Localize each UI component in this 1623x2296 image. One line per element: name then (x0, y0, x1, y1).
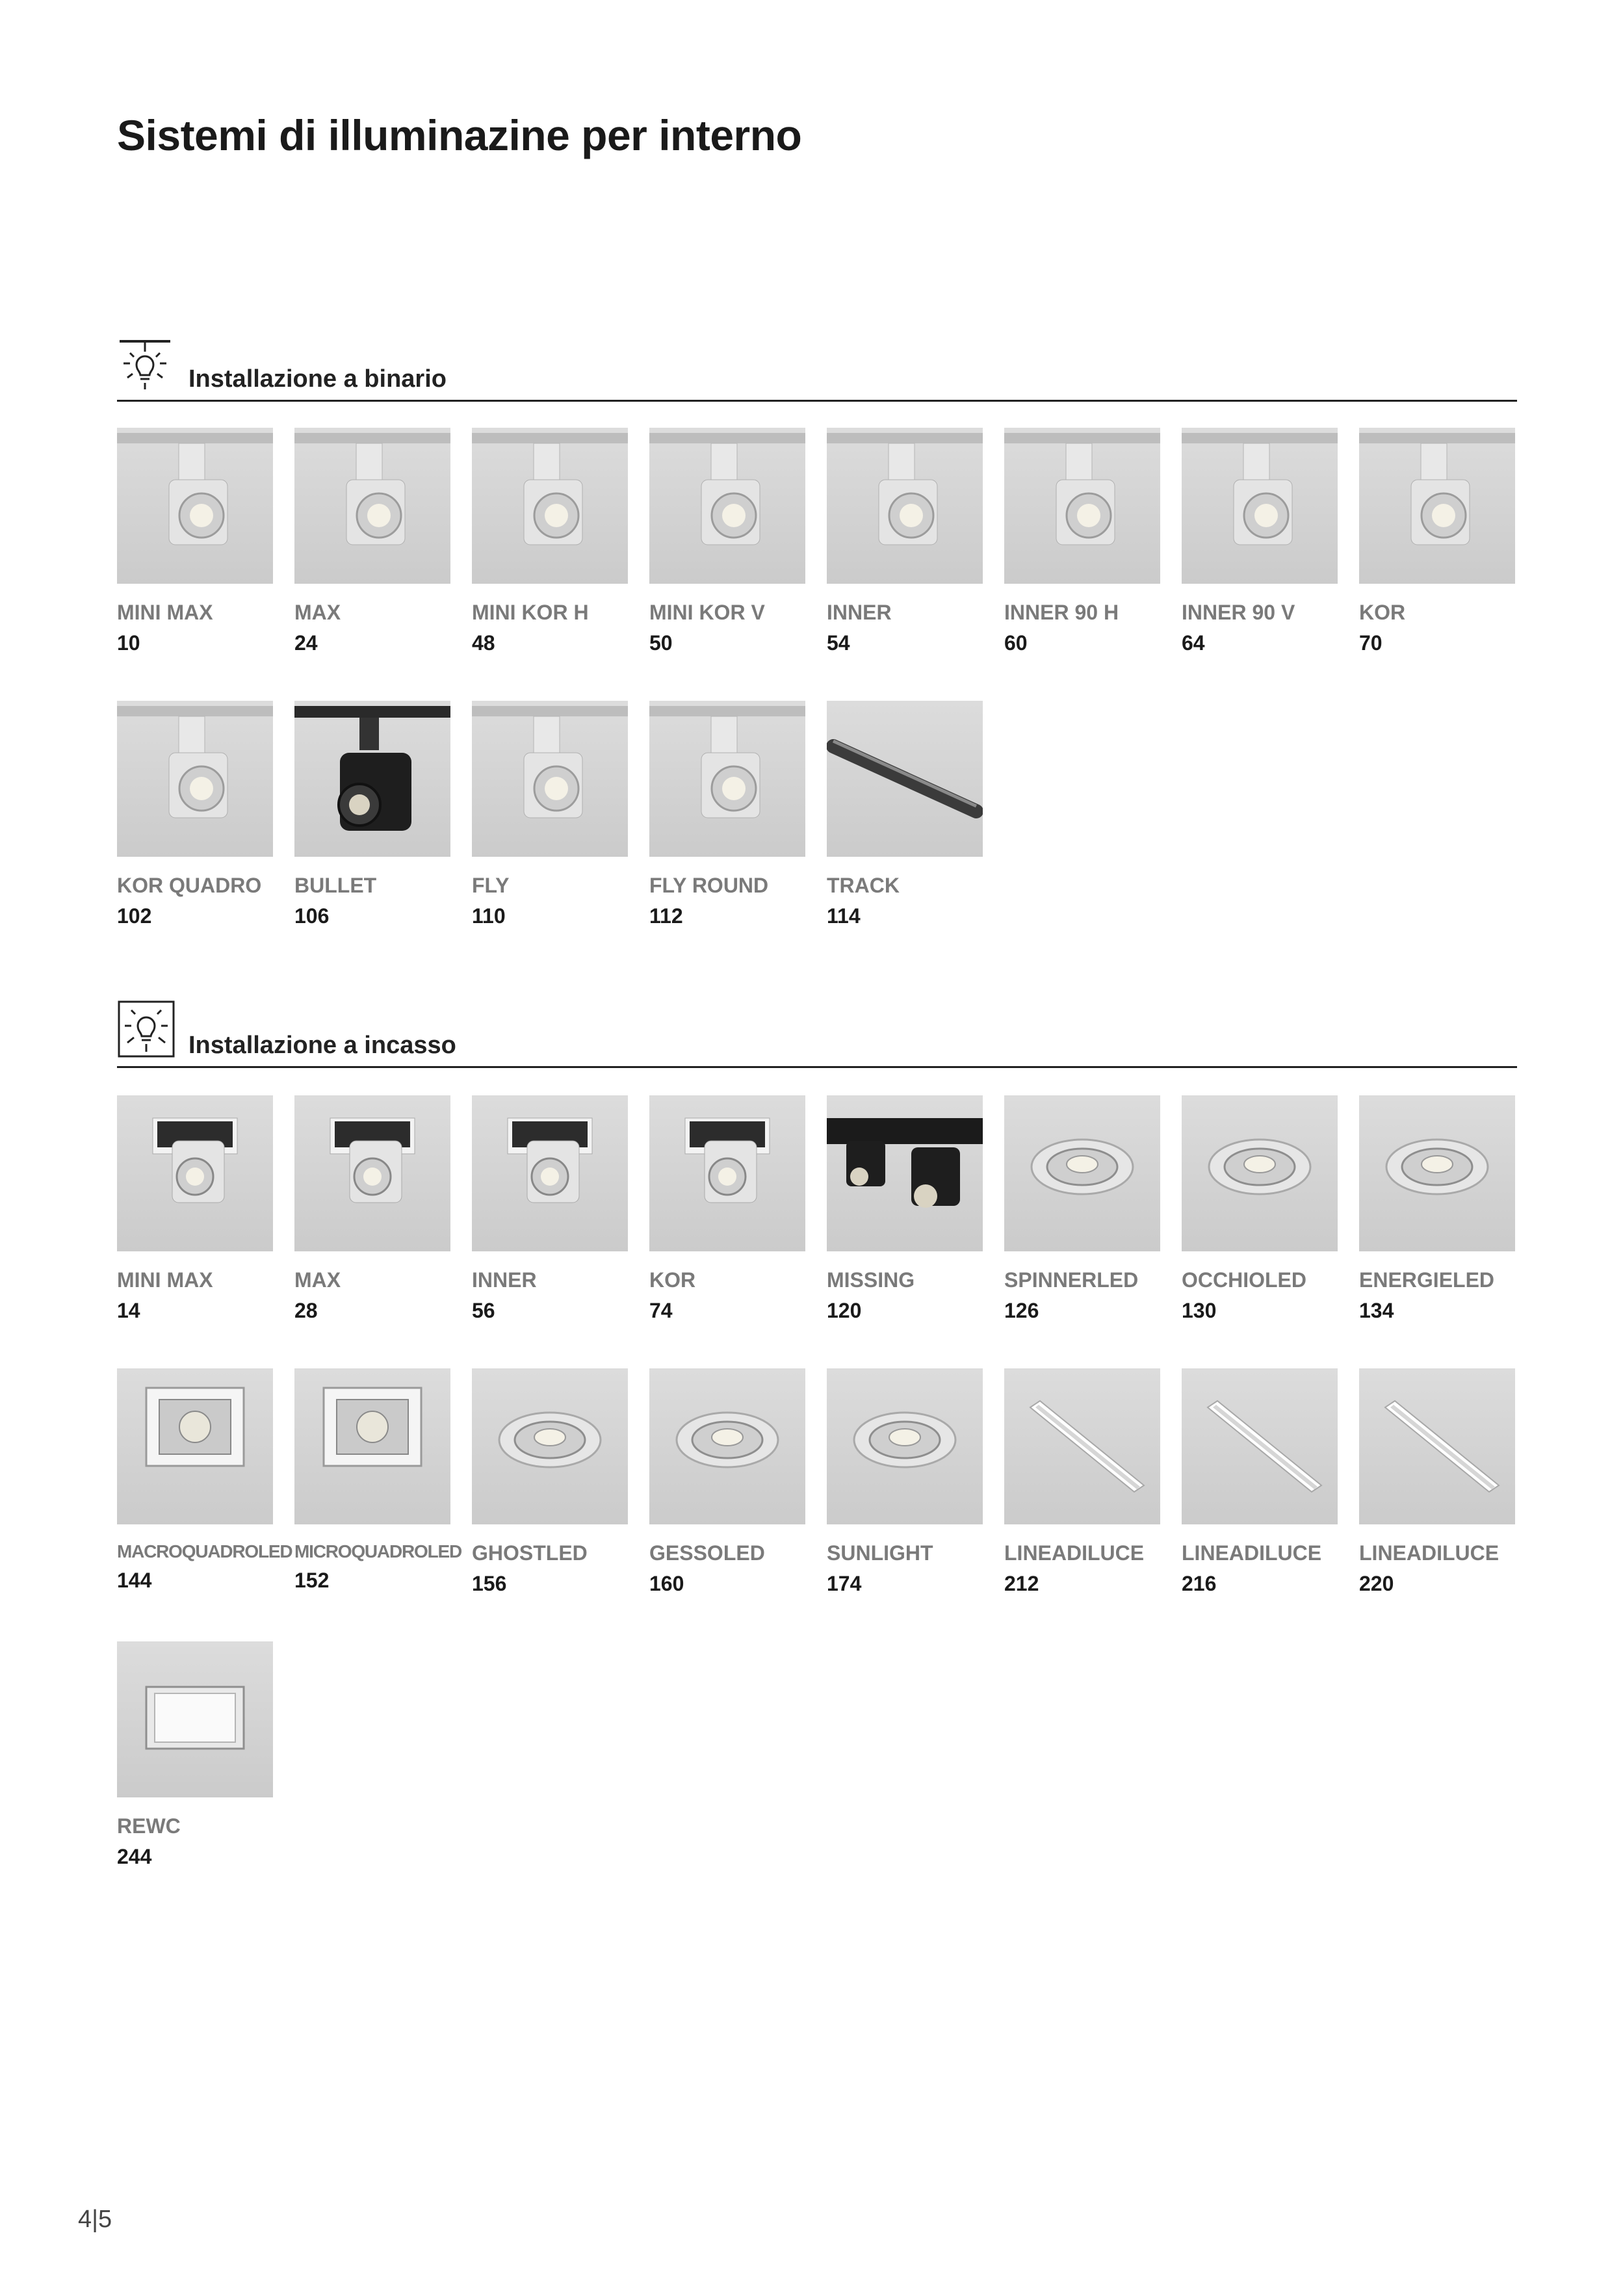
product-page-number: 50 (649, 631, 673, 655)
product-card[interactable] (117, 1368, 292, 1593)
product-name: MICROQUADROLED (294, 1541, 461, 1561)
product-image[interactable] (117, 701, 273, 857)
product-name: REWC (117, 1814, 181, 1838)
product-image[interactable] (117, 1368, 273, 1524)
product-name: MINI KOR H (472, 601, 589, 624)
product-page-number: 126 (1004, 1299, 1039, 1322)
product-page-number: 112 (649, 904, 683, 928)
product-name: INNER 90 H (1004, 601, 1119, 624)
product-page-number: 10 (117, 631, 140, 655)
section-header-recessed (117, 995, 1517, 1068)
product-card[interactable] (1182, 1095, 1338, 1323)
product-image[interactable] (649, 428, 805, 584)
recessed-spot-icon (294, 1095, 450, 1251)
product-card[interactable] (1182, 428, 1338, 655)
product-page-number: 54 (827, 631, 850, 655)
product-image[interactable] (827, 428, 983, 584)
product-name: KOR QUADRO (117, 874, 262, 897)
product-page-number: 144 (117, 1569, 152, 1592)
product-name: LINEADILUCE (1359, 1541, 1500, 1565)
product-name: ENERGIELED (1359, 1268, 1495, 1292)
product-card[interactable] (117, 1095, 273, 1323)
product-page-number: 110 (472, 904, 506, 928)
product-card[interactable] (1004, 1095, 1160, 1323)
product-name: KOR (649, 1268, 696, 1292)
product-card[interactable] (649, 701, 805, 928)
product-page-number: 106 (294, 904, 330, 928)
product-image[interactable] (1359, 1095, 1515, 1251)
track-spot-icon (1004, 428, 1160, 584)
product-image[interactable] (1182, 1368, 1338, 1524)
recessed-spot-icon (472, 1095, 628, 1251)
downlight-icon (1359, 1095, 1515, 1251)
product-name: GHOSTLED (472, 1541, 588, 1565)
product-card[interactable] (1359, 428, 1515, 655)
product-card[interactable] (827, 1095, 983, 1323)
product-page-number: 24 (294, 631, 318, 655)
product-image[interactable] (1359, 1368, 1515, 1524)
product-image[interactable] (649, 1095, 805, 1251)
linear-light-icon (1182, 1368, 1338, 1524)
product-card[interactable] (1004, 1368, 1160, 1596)
product-image[interactable] (294, 1095, 450, 1251)
product-name: INNER 90 V (1182, 601, 1295, 624)
product-card[interactable] (294, 701, 450, 928)
product-image[interactable] (1182, 428, 1338, 584)
product-page-number: 70 (1359, 631, 1383, 655)
product-card[interactable] (649, 428, 805, 655)
product-image[interactable] (472, 428, 628, 584)
product-page-number: 48 (472, 631, 495, 655)
track-rail-icon (827, 701, 983, 857)
product-name: SUNLIGHT (827, 1541, 933, 1565)
section-title: Installazione a incasso (188, 1032, 456, 1059)
recessed-spot-icon (649, 1095, 805, 1251)
downlight-icon (827, 1368, 983, 1524)
product-page-number: 56 (472, 1299, 495, 1322)
product-name: GESSOLED (649, 1541, 765, 1565)
product-image[interactable] (649, 701, 805, 857)
product-card[interactable] (472, 1095, 628, 1323)
product-card[interactable] (117, 1641, 273, 1869)
product-image[interactable] (117, 428, 273, 584)
product-image[interactable] (294, 701, 450, 857)
product-card[interactable] (117, 428, 273, 655)
product-card[interactable] (827, 701, 983, 928)
product-image[interactable] (1004, 1095, 1160, 1251)
product-name: FLY ROUND (649, 874, 769, 897)
product-page-number: 120 (827, 1299, 862, 1322)
product-name: KOR (1359, 601, 1406, 624)
product-name: LINEADILUCE (1182, 1541, 1322, 1565)
page-number: 4|5 (78, 2206, 112, 2233)
product-page-number: 212 (1004, 1572, 1039, 1595)
product-page-number: 102 (117, 904, 152, 928)
product-card[interactable] (1359, 1095, 1515, 1323)
product-image[interactable] (649, 1368, 805, 1524)
product-card[interactable] (649, 1368, 805, 1596)
product-name: INNER (472, 1268, 537, 1292)
product-image[interactable] (472, 1095, 628, 1251)
product-card[interactable] (294, 1368, 461, 1593)
product-card[interactable] (294, 1095, 450, 1323)
track-spot-icon (827, 428, 983, 584)
track-spot-icon (117, 428, 273, 584)
product-image[interactable] (294, 428, 450, 584)
product-image[interactable] (1182, 1095, 1338, 1251)
linear-light-icon (1359, 1368, 1515, 1524)
product-name: MISSING (827, 1268, 915, 1292)
product-page-number: 216 (1182, 1572, 1217, 1595)
product-name: INNER (827, 601, 892, 624)
product-image[interactable] (472, 701, 628, 857)
recessed-black-spot-icon (827, 1095, 983, 1251)
product-name: OCCHIOLED (1182, 1268, 1306, 1292)
product-page-number: 130 (1182, 1299, 1217, 1322)
product-image[interactable] (117, 1095, 273, 1251)
product-page-number: 160 (649, 1572, 684, 1595)
product-name: FLY (472, 874, 510, 897)
product-image[interactable] (117, 1641, 273, 1797)
recessed-spot-icon (117, 1095, 273, 1251)
product-card[interactable] (649, 1095, 805, 1323)
product-name: TRACK (827, 874, 900, 897)
product-page-number: 220 (1359, 1572, 1394, 1595)
product-name: BULLET (294, 874, 377, 897)
product-name: MAX (294, 601, 341, 624)
product-page-number: 74 (649, 1299, 673, 1322)
product-image[interactable] (294, 1368, 450, 1524)
track-spot-icon (1182, 428, 1338, 584)
track-spot-icon (649, 428, 805, 584)
product-card[interactable] (1182, 1368, 1338, 1596)
track-spot-icon (117, 701, 273, 857)
track-light-icon (117, 337, 173, 392)
product-image[interactable] (827, 701, 983, 857)
product-name: MINI MAX (117, 1268, 213, 1292)
product-page-number: 134 (1359, 1299, 1394, 1322)
track-spot-icon (472, 428, 628, 584)
product-image[interactable] (472, 1368, 628, 1524)
product-card[interactable] (117, 701, 273, 928)
track-spot-icon (294, 428, 450, 584)
product-page-number: 28 (294, 1299, 318, 1322)
product-page-number: 152 (294, 1569, 330, 1592)
product-name: MACROQUADROLED (117, 1541, 292, 1561)
downlight-icon (472, 1368, 628, 1524)
track-spot-black-icon (294, 701, 450, 857)
product-card[interactable] (472, 428, 628, 655)
linear-light-icon (1004, 1368, 1160, 1524)
product-page-number: 14 (117, 1299, 140, 1322)
square-panel-icon (117, 1641, 273, 1797)
downlight-icon (649, 1368, 805, 1524)
product-name: SPINNERLED (1004, 1268, 1139, 1292)
section-header-track (117, 328, 1517, 402)
product-name: MINI KOR V (649, 601, 765, 624)
product-page-number: 244 (117, 1845, 152, 1868)
product-name: MAX (294, 1268, 341, 1292)
product-card[interactable] (294, 428, 450, 655)
product-page-number: 60 (1004, 631, 1028, 655)
recessed-light-icon (117, 1000, 175, 1058)
section-title: Installazione a binario (188, 365, 447, 393)
product-page-number: 156 (472, 1572, 507, 1595)
track-spot-icon (472, 701, 628, 857)
square-downlight-icon (294, 1368, 450, 1524)
page-title: Sistemi di illuminazine per interno (117, 111, 802, 159)
product-image[interactable] (1004, 1368, 1160, 1524)
product-card[interactable] (827, 428, 983, 655)
downlight-icon (1004, 1095, 1160, 1251)
product-card[interactable] (1359, 1368, 1515, 1596)
product-image[interactable] (827, 1368, 983, 1524)
product-name: LINEADILUCE (1004, 1541, 1145, 1565)
downlight-icon (1182, 1095, 1338, 1251)
product-card[interactable] (827, 1368, 983, 1596)
product-page-number: 114 (827, 904, 861, 928)
square-downlight-icon (117, 1368, 273, 1524)
product-name: MINI MAX (117, 601, 213, 624)
track-spot-icon (649, 701, 805, 857)
product-card[interactable] (472, 1368, 628, 1596)
product-page-number: 174 (827, 1572, 862, 1595)
track-spot-icon (1359, 428, 1515, 584)
product-page-number: 64 (1182, 631, 1205, 655)
product-image[interactable] (827, 1095, 983, 1251)
product-image[interactable] (1359, 428, 1515, 584)
product-card[interactable] (472, 701, 628, 928)
product-card[interactable] (1004, 428, 1160, 655)
product-image[interactable] (1004, 428, 1160, 584)
